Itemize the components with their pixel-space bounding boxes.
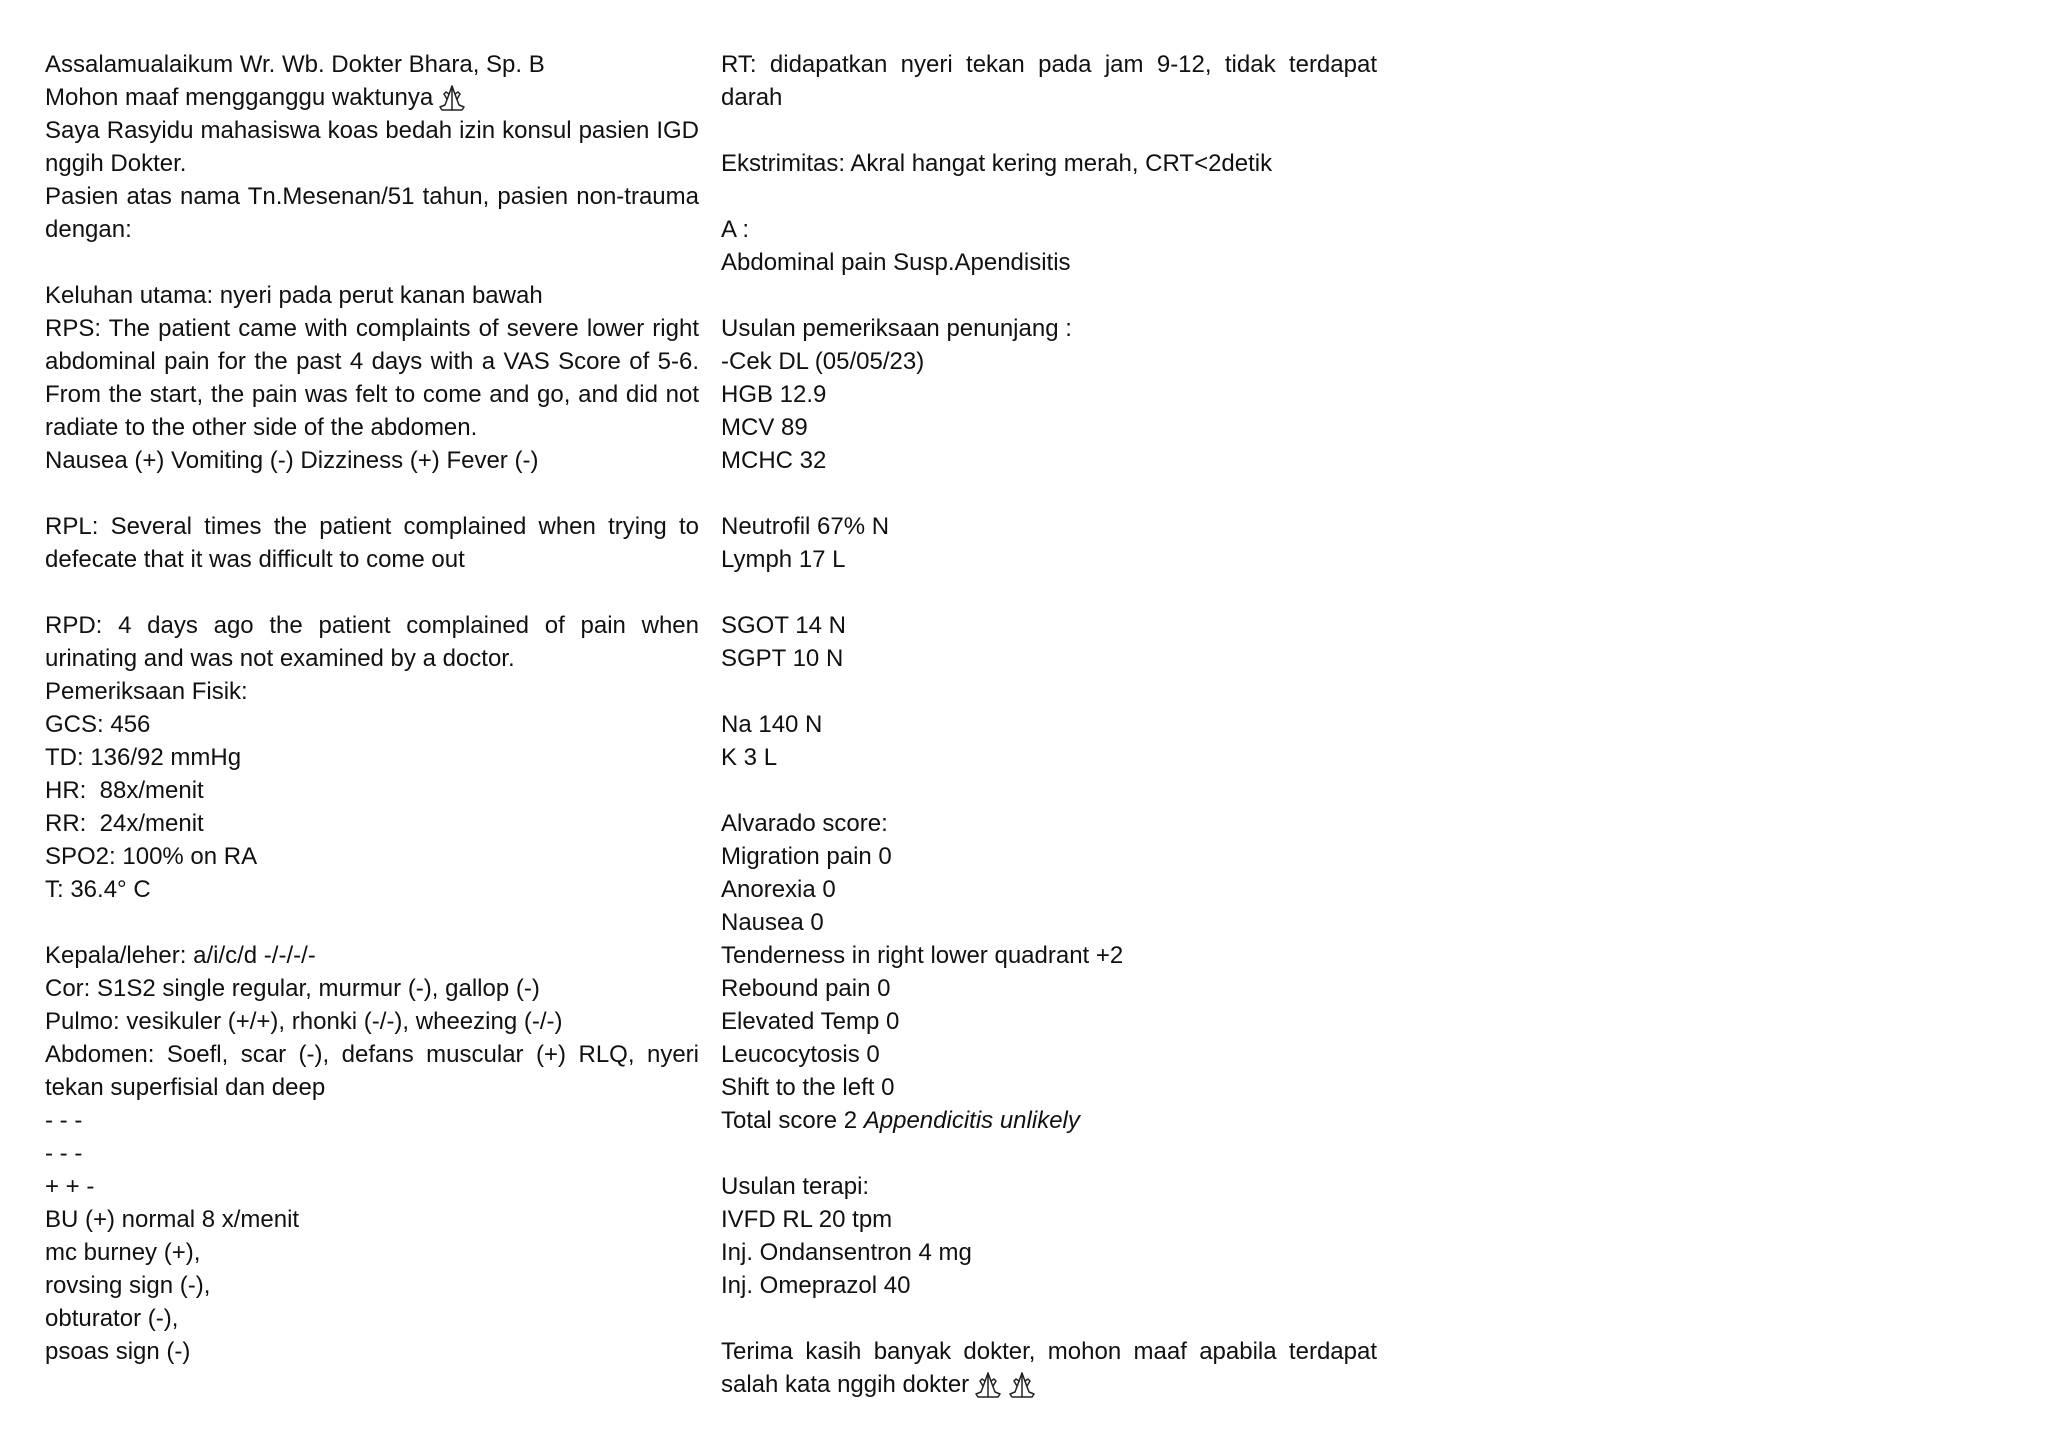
alvarado-item: Anorexia 0 bbox=[721, 876, 836, 903]
abdomen-quadrant-row: - - - bbox=[45, 1107, 83, 1134]
total-interpretation: Appendicitis unlikely bbox=[863, 1107, 1080, 1134]
lab-hgb: HGB 12.9 bbox=[721, 381, 827, 408]
assessment-label: A : bbox=[721, 216, 750, 243]
intro-paragraph: Saya Rasyidu mahasiswa koas bedah izin konsul pasien IGD nggih Dokter. bbox=[45, 117, 706, 177]
patient-identity: Pasien atas nama Tn.Mesenan/51 tahun, pasien non-trauma dengan: bbox=[45, 183, 706, 243]
apology-line bbox=[45, 81, 699, 114]
vital-spo2: SPO2: 100% on RA bbox=[45, 843, 258, 870]
spacer bbox=[721, 774, 1377, 807]
abdomen-rovsing: rovsing sign (-), bbox=[45, 1272, 211, 1299]
rps-symptoms: Nausea (+) Vomiting (-) Dizziness (+) Fever (-) bbox=[45, 447, 539, 474]
vital-rr: RR: 24x/menit bbox=[45, 810, 204, 837]
spacer bbox=[45, 246, 699, 279]
lab-lymph: Lymph 17 L bbox=[721, 546, 846, 573]
spacer bbox=[721, 675, 1377, 708]
alvarado-header: Alvarado score: bbox=[721, 810, 888, 837]
lab-mcv: MCV 89 bbox=[721, 414, 808, 441]
lab-mchc: MCHC 32 bbox=[721, 447, 827, 474]
spacer bbox=[721, 180, 1377, 213]
vital-gcs: GCS: 456 bbox=[45, 711, 151, 738]
lab-dl: -Cek DL (05/05/23) bbox=[721, 348, 925, 375]
abdomen-obturator: obturator (-), bbox=[45, 1305, 179, 1332]
alvarado-item: Nausea 0 bbox=[721, 909, 824, 936]
spacer bbox=[45, 477, 699, 510]
alvarado-item: Rebound pain 0 bbox=[721, 975, 891, 1002]
spacer bbox=[721, 114, 1377, 147]
rpl-paragraph: RPL: Several times the patient complained when trying to defecate that it was difficult to come out bbox=[45, 513, 706, 573]
alvarado-total bbox=[721, 1104, 1377, 1137]
spacer bbox=[45, 576, 699, 609]
folded-hands-icon bbox=[973, 1370, 1003, 1398]
exam-kepala: Kepala/leher: a/i/c/d -/-/-/- bbox=[45, 942, 316, 969]
keluhan-utama: Keluhan utama: nyeri pada perut kanan bawah bbox=[45, 282, 543, 309]
abdomen-psoas: psoas sign (-) bbox=[45, 1338, 191, 1365]
rps-paragraph: RPS: The patient came with complaints of severe lower right abdominal pain for the past 4 days with a VAS Score of 5-6. From the start, the pain was felt to come and go, and did not radiate to the other side of the abdomen. bbox=[45, 315, 706, 441]
spacer bbox=[45, 906, 699, 939]
rt-finding: RT: didapatkan nyeri tekan pada jam 9-12, tidak terdapat darah bbox=[721, 51, 1384, 111]
spacer bbox=[721, 1137, 1377, 1170]
abdomen-quadrant-row: + + - bbox=[45, 1173, 95, 1200]
closing-line bbox=[721, 1335, 1384, 1401]
apology-text: Mohon maaf mengganggu waktunya bbox=[45, 84, 434, 111]
exam-header: Pemeriksaan Fisik: bbox=[45, 678, 248, 705]
exam-cor: Cor: S1S2 single regular, murmur (-), gallop (-) bbox=[45, 975, 540, 1002]
lab-neutrofil: Neutrofil 67% N bbox=[721, 513, 890, 540]
spacer bbox=[721, 1302, 1377, 1335]
exam-abdomen: Abdomen: Soefl, scar (-), defans muscular (+) RLQ, nyeri tekan superfisial dan deep bbox=[45, 1041, 706, 1101]
closing-text: Terima kasih banyak dokter, mohon maaf apabila terdapat salah kata nggih dokter bbox=[721, 1338, 1384, 1398]
spacer bbox=[721, 279, 1377, 312]
alvarado-item: Tenderness in right lower quadrant +2 bbox=[721, 942, 1124, 969]
lab-na: Na 140 N bbox=[721, 711, 823, 738]
spacer bbox=[721, 477, 1377, 510]
greeting: Assalamualaikum Wr. Wb. Dokter Bhara, Sp. B bbox=[45, 51, 545, 78]
vital-temp: T: 36.4° C bbox=[45, 876, 151, 903]
alvarado-item: Shift to the left 0 bbox=[721, 1074, 895, 1101]
folded-hands-icon bbox=[1007, 1370, 1037, 1398]
exam-pulmo: Pulmo: vesikuler (+/+), rhonki (-/-), wheezing (-/-) bbox=[45, 1008, 563, 1035]
alvarado-item: Migration pain 0 bbox=[721, 843, 892, 870]
right-column bbox=[721, 48, 1384, 1401]
lab-k: K 3 L bbox=[721, 744, 778, 771]
abdomen-quadrant-row: - - - bbox=[45, 1140, 83, 1167]
vital-hr: HR: 88x/menit bbox=[45, 777, 204, 804]
folded-hands-icon bbox=[437, 83, 467, 111]
terapi-header: Usulan terapi: bbox=[721, 1173, 870, 1200]
terapi-item: IVFD RL 20 tpm bbox=[721, 1206, 893, 1233]
total-score: Total score 2 bbox=[721, 1107, 858, 1134]
left-column bbox=[45, 48, 706, 1368]
lab-sgot: SGOT 14 N bbox=[721, 612, 846, 639]
penunjang-header: Usulan pemeriksaan penunjang : bbox=[721, 315, 1072, 342]
alvarado-item: Leucocytosis 0 bbox=[721, 1041, 880, 1068]
alvarado-item: Elevated Temp 0 bbox=[721, 1008, 900, 1035]
terapi-item: Inj. Omeprazol 40 bbox=[721, 1272, 911, 1299]
diagnosis: Abdominal pain Susp.Apendisitis bbox=[721, 249, 1071, 276]
rpd-paragraph: RPD: 4 days ago the patient complained of pain when urinating and was not examined by a doctor. bbox=[45, 612, 706, 672]
terapi-item: Inj. Ondansentron 4 mg bbox=[721, 1239, 972, 1266]
ekstrimitas: Ekstrimitas: Akral hangat kering merah, CRT<2detik bbox=[721, 150, 1273, 177]
abdomen-mcburney: mc burney (+), bbox=[45, 1239, 201, 1266]
abdomen-bowel-sounds: BU (+) normal 8 x/menit bbox=[45, 1206, 300, 1233]
vital-td: TD: 136/92 mmHg bbox=[45, 744, 242, 771]
lab-sgpt: SGPT 10 N bbox=[721, 645, 844, 672]
spacer bbox=[721, 576, 1377, 609]
